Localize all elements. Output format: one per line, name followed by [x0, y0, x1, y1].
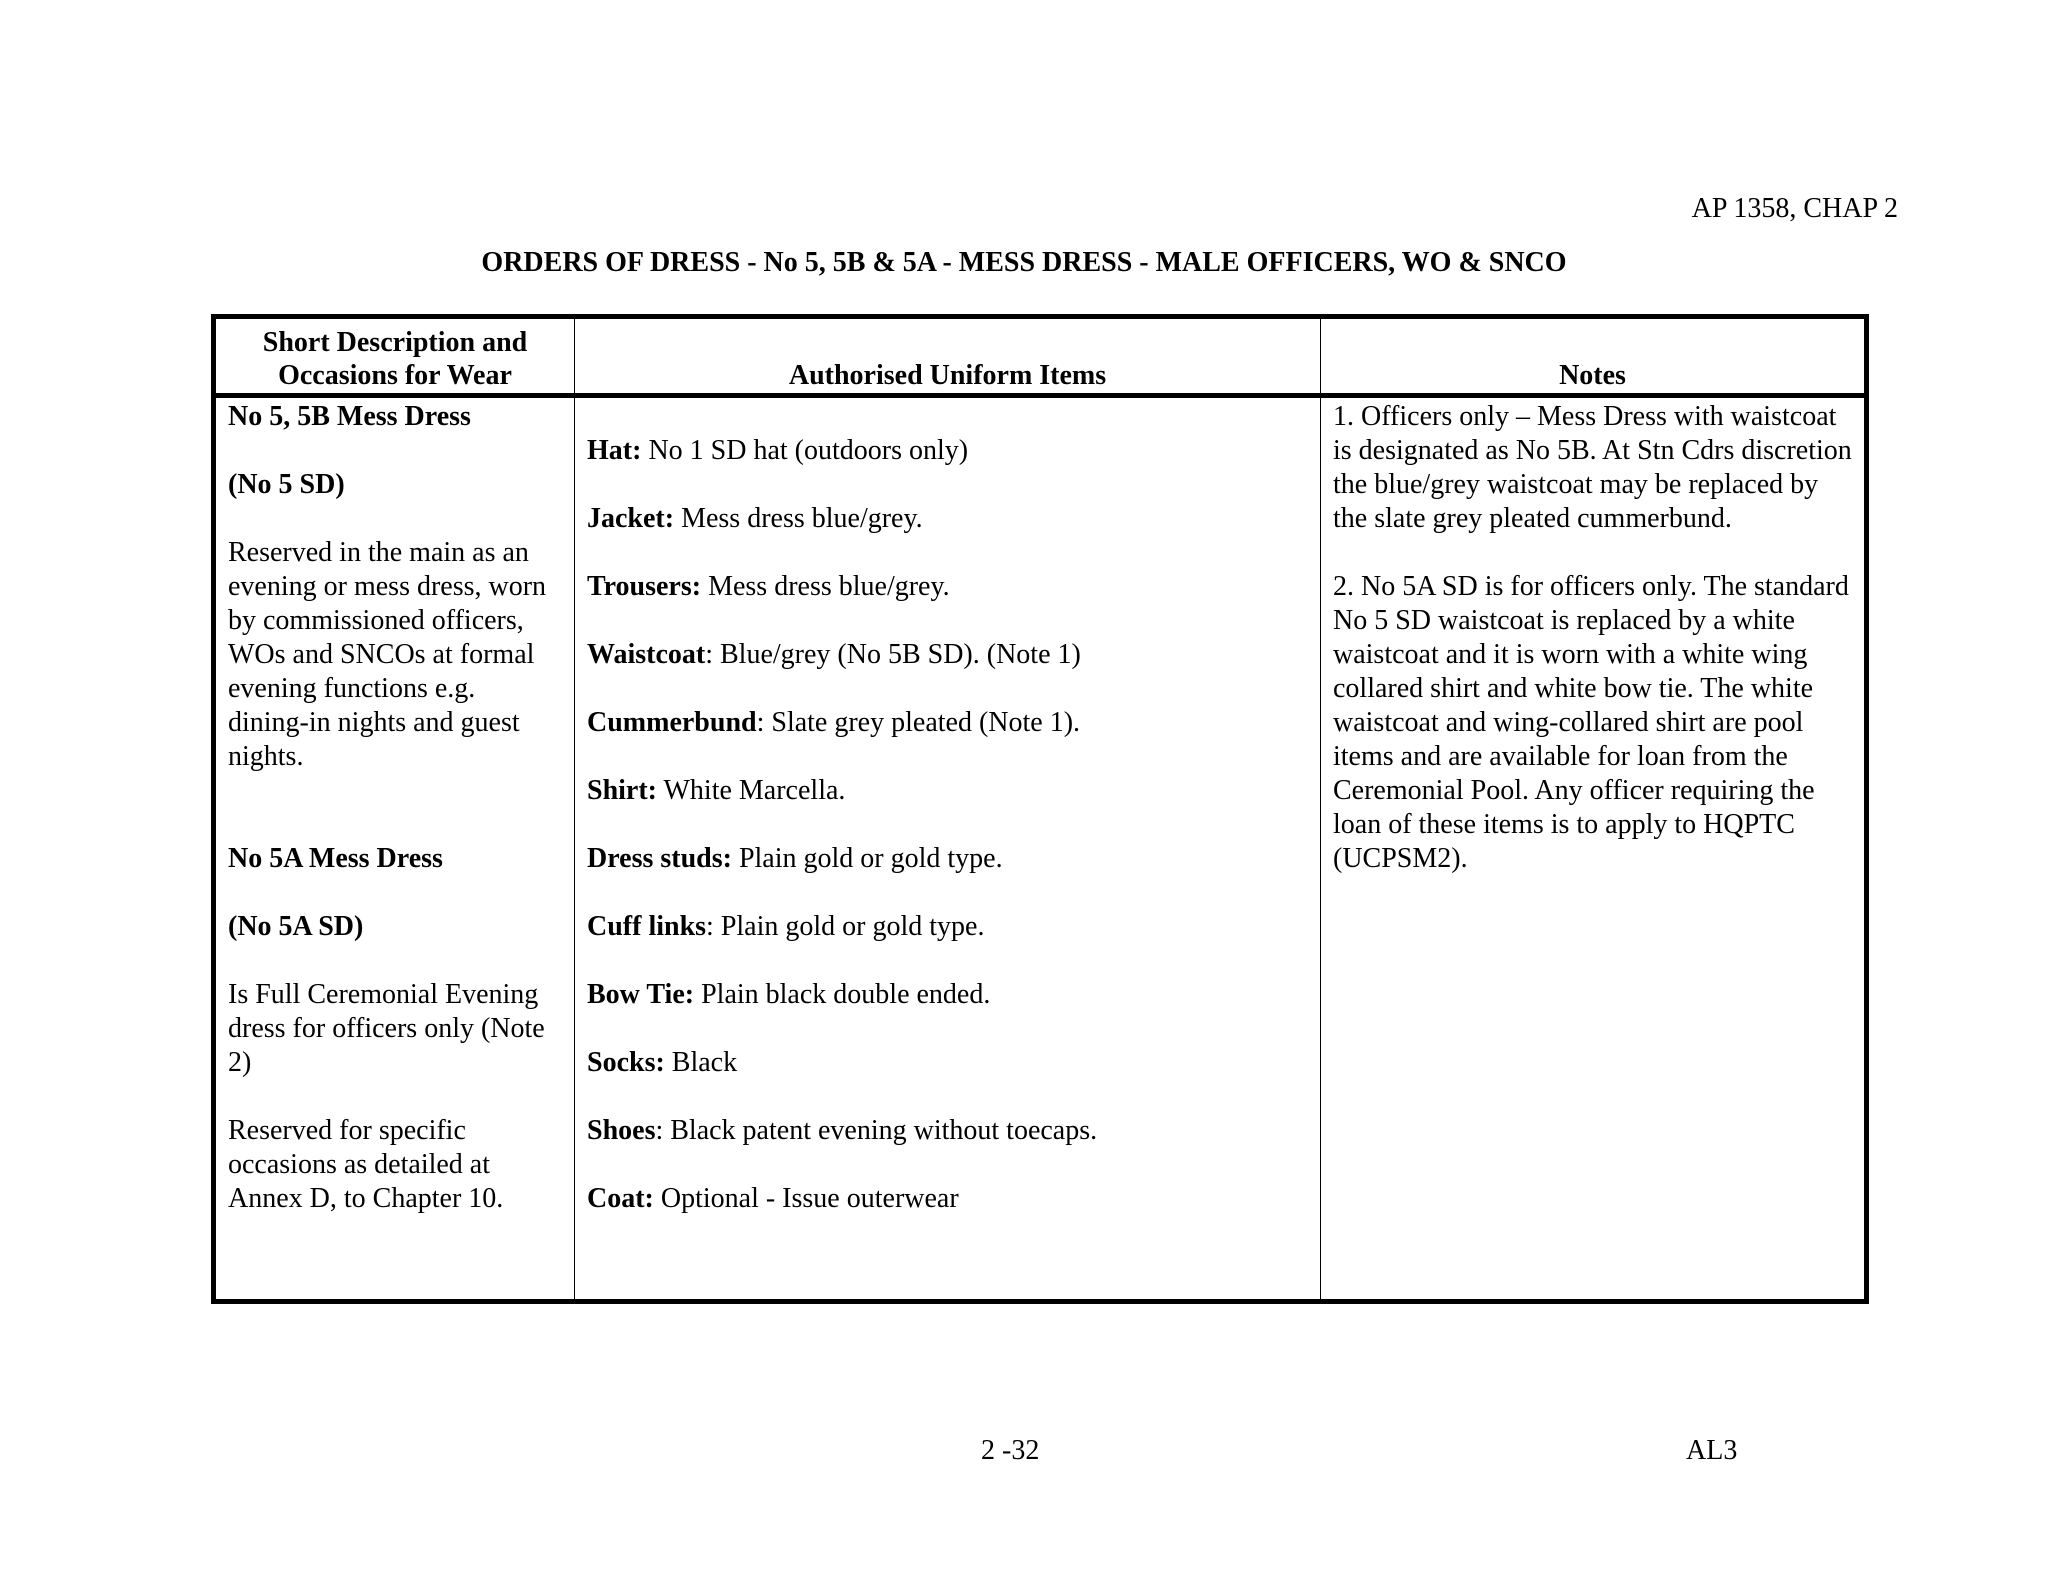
notes-cell [1321, 396, 1867, 1302]
note-1: 1. Officers only – Mess Dress with waistcoat is designated as No 5B. At Stn Cdrs discretion the blue/grey waistcoat may be replaced by the slate grey pleated cummerbund. [1333, 401, 1852, 534]
table-row [214, 396, 1867, 1302]
uniform-item: Bow Tie: Plain black double ended. [587, 979, 991, 1010]
column-header-items: Authorised Uniform Items [575, 317, 1321, 396]
mess-dress-5-code: (No 5 SD) [228, 469, 345, 500]
column-header-notes: Notes [1321, 317, 1867, 396]
uniform-item: Socks: Black [587, 1047, 738, 1078]
document-reference: AP 1358, CHAP 2 [1691, 193, 1898, 224]
page-title: ORDERS OF DRESS - No 5, 5B & 5A - MESS DRESS - MALE OFFICERS, WO & SNCO [481, 247, 1567, 278]
uniform-item: Hat: No 1 SD hat (outdoors only) [587, 435, 969, 466]
uniform-items-cell [575, 396, 1321, 1302]
page-number: 2 -32 [981, 1435, 1040, 1466]
mess-dress-5a-heading: No 5A Mess Dress [228, 843, 443, 874]
uniform-item: Shoes: Black patent evening without toecaps. [587, 1115, 1098, 1146]
description-cell [214, 396, 575, 1302]
uniform-item: Shirt: White Marcella. [587, 775, 846, 806]
amendment-list: AL3 [1686, 1435, 1738, 1466]
uniform-item: Trousers: Mess dress blue/grey. [587, 571, 950, 602]
mess-dress-5-heading: No 5, 5B Mess Dress [228, 401, 471, 432]
uniform-item: Cummerbund: Slate grey pleated (Note 1). [587, 707, 1081, 738]
orders-of-dress-table [211, 314, 1869, 1304]
mess-dress-5a-code: (No 5A SD) [228, 911, 364, 942]
uniform-item: Waistcoat: Blue/grey (No 5B SD). (Note 1) [587, 639, 1081, 670]
note-2: 2. No 5A SD is for officers only. The standard No 5 SD waistcoat is replaced by a white waistcoat and it is worn with a white wing collared shirt and white bow tie. The white waistcoat and wing-collared shirt are pool items and are available for loan from the Ceremonial Pool. Any officer requiring the loan of these items is to apply to HQPTC (UCPSM2). [1333, 571, 1849, 874]
mess-dress-5a-description: Is Full Ceremonial Evening dress for officers only (Note 2) [228, 979, 545, 1078]
table-header-row [214, 317, 1867, 396]
column-header-description: Short Description and Occasions for Wear [214, 317, 575, 396]
mess-dress-5a-occasions: Reserved for specific occasions as detailed at Annex D, to Chapter 10. [228, 1115, 504, 1214]
mess-dress-5-description: Reserved in the main as an evening or mess dress, worn by commissioned officers, WOs and SNCOs at formal evening functions e.g. dining-in nights and guest nights. [228, 537, 547, 772]
uniform-item: Cuff links: Plain gold or gold type. [587, 911, 985, 942]
uniform-item: Jacket: Mess dress blue/grey. [587, 503, 923, 534]
uniform-item: Coat: Optional - Issue outerwear [587, 1183, 959, 1214]
uniform-item: Dress studs: Plain gold or gold type. [587, 843, 1003, 874]
